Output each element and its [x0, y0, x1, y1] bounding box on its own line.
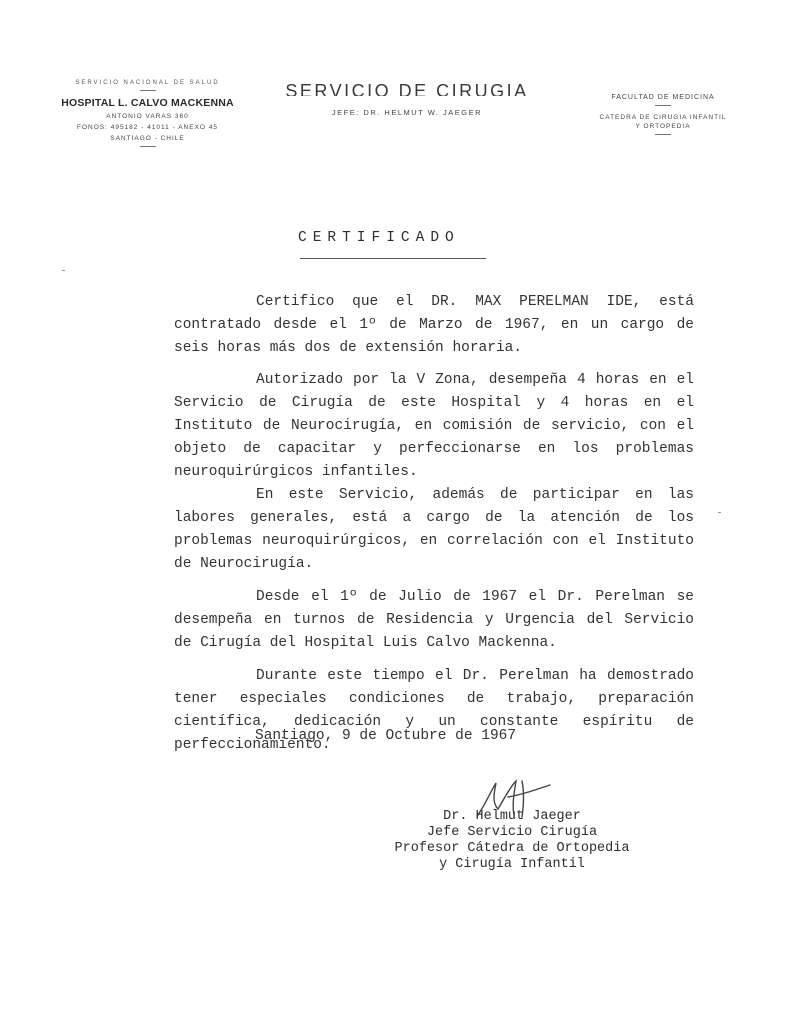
- hospital-phones: FONOS: 495182 - 41011 - ANEXO 45: [77, 124, 218, 131]
- divider: [140, 146, 156, 147]
- letterhead-left: [40, 80, 255, 147]
- paragraph: Certifico que el DR. MAX PERELMAN IDE, está contratado desde el 1º de Marzo de 1967, en un cargo de seis horas más dos de extensión horaria.: [174, 294, 694, 356]
- certificate-body: [174, 291, 694, 757]
- ortho-label: Y ORTOPEDIA: [635, 123, 691, 130]
- scan-speck: [62, 270, 65, 271]
- hospital-name: HOSPITAL L. CALVO MACKENNA: [61, 97, 234, 109]
- divider: [655, 105, 671, 106]
- signer-name: Dr. Helmut Jaeger: [443, 809, 581, 824]
- signer-title: Jefe Servicio Cirugía: [426, 825, 598, 840]
- paragraph: Autorizado por la V Zona, desempeña 4 horas en el Servicio de Cirugía de este Hospital y 4 horas en el Instituto de Neurocirugía, en comisión de servicio, con el objeto de capacitar y perfeccionarse en los problemas neuroquirúrgicos infantiles.: [174, 372, 694, 480]
- chair-label: CATEDRA DE CIRUGIA INFANTIL: [599, 114, 727, 121]
- paragraph: Desde el 1º de Julio de 1967 el Dr. Perelman se desempeña en turnos de Residencia y Urgencia del Servicio de Cirugía del Hospital Luis Calvo Mackenna.: [174, 589, 694, 651]
- divider: [655, 134, 671, 135]
- hospital-city: SANTIAGO - CHILE: [110, 135, 185, 142]
- paragraph: En este Servicio, además de participar en las labores generales, está a cargo de la atención de los problemas neuroquirúrgicos, en correlación con el Instituto de Neurocirugía.: [174, 487, 694, 572]
- signer-title: Profesor Cátedra de Ortopedia: [394, 841, 630, 856]
- scan-speck: [718, 512, 721, 513]
- date-line: Santiago, 9 de Octubre de 1967: [255, 728, 517, 744]
- faculty-label: FACULTAD DE MEDICINA: [611, 94, 715, 101]
- letterhead-right: [578, 94, 748, 135]
- health-service-label: SERVICIO NACIONAL DE SALUD: [75, 80, 220, 86]
- heading-underline: [300, 258, 486, 259]
- letterhead-center: [262, 80, 552, 117]
- certificate-heading: CERTIFICADO: [298, 230, 460, 246]
- paragraph: Durante este tiempo el Dr. Perelman ha demostrado tener especiales condiciones de trabajo, preparación científica, dedicación y un constante espíritu de perfeccionamiento.: [174, 668, 694, 753]
- service-chief: JEFE: DR. HELMUT W. JAEGER: [331, 108, 483, 117]
- service-title: SERVICIO DE CIRUGIA: [285, 81, 529, 96]
- signer-title: y Cirugía Infantil: [439, 857, 585, 872]
- signature-block: [382, 809, 642, 873]
- hospital-address: ANTONIO VARAS 360: [106, 113, 189, 120]
- divider: [140, 90, 156, 91]
